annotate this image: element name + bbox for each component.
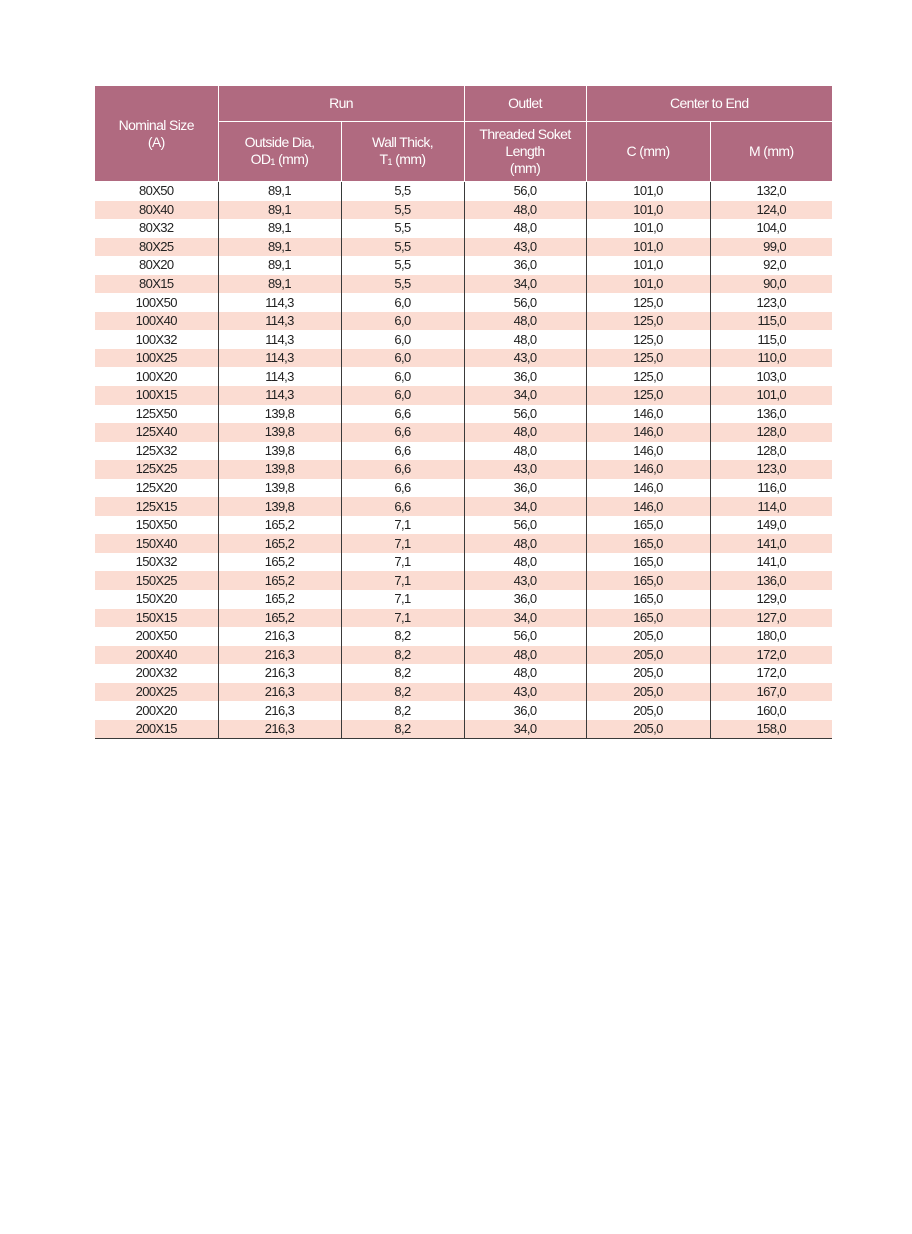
nominal-size-cell: 80X32	[95, 219, 218, 238]
outside-dia-cell: 114,3	[218, 312, 341, 331]
nominal-size-label: Nominal Size	[118, 116, 194, 133]
wall-thick-cell: 7,1	[341, 516, 464, 535]
c-mm-cell: 205,0	[586, 683, 710, 702]
outside-dia-cell: 165,2	[218, 609, 341, 628]
wall-thick-cell: 8,2	[341, 683, 464, 702]
wall-thick-cell: 6,0	[341, 312, 464, 331]
outside-dia-cell: 216,3	[218, 627, 341, 646]
outside-dia-cell: 165,2	[218, 516, 341, 535]
c-mm-cell: 146,0	[586, 442, 710, 461]
wall-thick-cell: 6,0	[341, 349, 464, 368]
wall-thick-cell: 6,0	[341, 330, 464, 349]
nominal-size-cell: 80X50	[95, 182, 218, 201]
nominal-size-cell: 150X50	[95, 516, 218, 535]
outside-dia-cell: 139,8	[218, 423, 341, 442]
outside-dia-cell: 165,2	[218, 534, 341, 553]
wall-thick-cell: 8,2	[341, 627, 464, 646]
table-header	[95, 86, 832, 182]
outside-dia-cell: 165,2	[218, 590, 341, 609]
table-row	[95, 238, 832, 257]
socket-length-cell: 56,0	[464, 627, 586, 646]
m-mm-cell: 180,0	[710, 627, 832, 646]
table-row	[95, 683, 832, 702]
socket-length-cell: 34,0	[464, 275, 586, 294]
wall-thick-cell: 5,5	[341, 219, 464, 238]
c-mm-cell: 205,0	[586, 627, 710, 646]
socket-length-cell: 48,0	[464, 442, 586, 461]
c-mm-cell: 101,0	[586, 201, 710, 220]
wall-thick-cell: 6,6	[341, 460, 464, 479]
nominal-size-cell: 200X32	[95, 664, 218, 683]
m-mm-cell: 129,0	[710, 590, 832, 609]
table-row	[95, 497, 832, 516]
m-mm-cell: 127,0	[710, 609, 832, 628]
nominal-size-cell: 80X40	[95, 201, 218, 220]
socket-line3: (mm)	[509, 160, 541, 176]
table-row	[95, 571, 832, 590]
c-mm-cell: 205,0	[586, 720, 710, 739]
c-mm-cell: 205,0	[586, 646, 710, 665]
m-mm-header: M (mm)	[710, 122, 832, 182]
nominal-size-cell: 200X50	[95, 627, 218, 646]
c-mm-cell: 205,0	[586, 701, 710, 720]
wall-thick-cell: 8,2	[341, 664, 464, 683]
table-row	[95, 201, 832, 220]
socket-length-cell: 56,0	[464, 405, 586, 424]
outside-dia-cell: 216,3	[218, 664, 341, 683]
nominal-size-cell: 100X50	[95, 293, 218, 312]
m-mm-cell: 141,0	[710, 553, 832, 572]
m-mm-cell: 101,0	[710, 386, 832, 405]
m-mm-cell: 116,0	[710, 479, 832, 498]
center-to-end-header: Center to End	[586, 86, 832, 122]
m-mm-cell: 167,0	[710, 683, 832, 702]
c-mm-cell: 165,0	[586, 609, 710, 628]
table-body	[95, 182, 832, 739]
wall-thick-t: T	[379, 150, 388, 167]
wall-thick-cell: 5,5	[341, 182, 464, 201]
m-mm-cell: 114,0	[710, 497, 832, 516]
table-row	[95, 553, 832, 572]
socket-length-cell: 56,0	[464, 182, 586, 201]
header-row-top	[95, 86, 832, 122]
outlet-header: Outlet	[464, 86, 586, 122]
socket-line2: Length	[505, 143, 545, 159]
m-mm-cell: 110,0	[710, 349, 832, 368]
outside-dia-cell: 89,1	[218, 219, 341, 238]
table-row	[95, 627, 832, 646]
nominal-size-cell: 100X40	[95, 312, 218, 331]
nominal-size-cell: 125X20	[95, 479, 218, 498]
nominal-size-cell: 125X32	[95, 442, 218, 461]
nominal-size-cell: 200X25	[95, 683, 218, 702]
dimension-table	[95, 86, 832, 739]
c-mm-cell: 101,0	[586, 219, 710, 238]
socket-length-cell: 48,0	[464, 534, 586, 553]
c-mm-cell: 125,0	[586, 312, 710, 331]
table-row	[95, 405, 832, 424]
m-mm-cell: 128,0	[710, 442, 832, 461]
c-mm-cell: 165,0	[586, 516, 710, 535]
wall-thick-header	[341, 122, 464, 182]
outside-dia-cell: 114,3	[218, 293, 341, 312]
m-mm-cell: 136,0	[710, 405, 832, 424]
socket-length-cell: 36,0	[464, 701, 586, 720]
socket-length-cell: 48,0	[464, 423, 586, 442]
m-mm-cell: 172,0	[710, 664, 832, 683]
m-mm-cell: 90,0	[710, 275, 832, 294]
table-row	[95, 590, 832, 609]
wall-thick-cell: 8,2	[341, 720, 464, 739]
outside-dia-cell: 114,3	[218, 330, 341, 349]
table-row	[95, 330, 832, 349]
wall-thick-cell: 6,0	[341, 367, 464, 386]
c-mm-cell: 125,0	[586, 349, 710, 368]
table-row	[95, 219, 832, 238]
wall-thick-subscript: 1	[387, 156, 392, 167]
wall-thick-cell: 6,6	[341, 423, 464, 442]
m-mm-cell: 172,0	[710, 646, 832, 665]
wall-thick-cell: 6,0	[341, 293, 464, 312]
outside-dia-od: OD	[250, 150, 271, 167]
table-row	[95, 701, 832, 720]
socket-length-cell: 43,0	[464, 571, 586, 590]
table-row	[95, 182, 832, 201]
table-row	[95, 423, 832, 442]
table-row	[95, 312, 832, 331]
c-mm-cell: 146,0	[586, 423, 710, 442]
socket-length-cell: 43,0	[464, 683, 586, 702]
wall-thick-cell: 7,1	[341, 534, 464, 553]
nominal-size-cell: 200X15	[95, 720, 218, 739]
c-mm-cell: 101,0	[586, 256, 710, 275]
c-mm-cell: 125,0	[586, 293, 710, 312]
table-row	[95, 293, 832, 312]
m-mm-cell: 115,0	[710, 312, 832, 331]
outside-dia-cell: 89,1	[218, 275, 341, 294]
nominal-size-cell: 200X40	[95, 646, 218, 665]
outside-dia-line1: Outside Dia,	[244, 133, 315, 150]
c-mm-cell: 165,0	[586, 534, 710, 553]
wall-thick-cell: 6,6	[341, 405, 464, 424]
nominal-size-cell: 150X40	[95, 534, 218, 553]
socket-length-cell: 34,0	[464, 609, 586, 628]
wall-thick-cell: 6,6	[341, 479, 464, 498]
socket-length-cell: 48,0	[464, 219, 586, 238]
nominal-size-cell: 150X25	[95, 571, 218, 590]
m-mm-cell: 92,0	[710, 256, 832, 275]
socket-length-cell: 36,0	[464, 479, 586, 498]
socket-length-cell: 48,0	[464, 664, 586, 683]
table-row	[95, 386, 832, 405]
c-mm-cell: 165,0	[586, 553, 710, 572]
outside-dia-cell: 216,3	[218, 683, 341, 702]
wall-thick-cell: 7,1	[341, 609, 464, 628]
socket-length-cell: 34,0	[464, 386, 586, 405]
outside-dia-cell: 165,2	[218, 571, 341, 590]
socket-length-cell: 43,0	[464, 238, 586, 257]
m-mm-cell: 124,0	[710, 201, 832, 220]
table-row	[95, 275, 832, 294]
wall-thick-cell: 6,6	[341, 442, 464, 461]
outside-dia-cell: 89,1	[218, 238, 341, 257]
c-mm-cell: 101,0	[586, 182, 710, 201]
nominal-size-cell: 150X20	[95, 590, 218, 609]
wall-thick-unit: (mm)	[391, 150, 426, 167]
m-mm-cell: 104,0	[710, 219, 832, 238]
wall-thick-cell: 6,6	[341, 497, 464, 516]
outside-dia-cell: 89,1	[218, 256, 341, 275]
outside-dia-cell: 114,3	[218, 367, 341, 386]
socket-length-cell: 34,0	[464, 720, 586, 739]
outside-dia-cell: 216,3	[218, 646, 341, 665]
outside-dia-cell: 114,3	[218, 386, 341, 405]
nominal-size-cell: 125X40	[95, 423, 218, 442]
c-mm-cell: 101,0	[586, 275, 710, 294]
socket-length-cell: 36,0	[464, 367, 586, 386]
table-row	[95, 442, 832, 461]
socket-length-cell: 48,0	[464, 553, 586, 572]
nominal-size-unit: (A)	[147, 133, 165, 150]
outside-dia-cell: 165,2	[218, 553, 341, 572]
socket-length-cell: 48,0	[464, 312, 586, 331]
c-mm-cell: 165,0	[586, 571, 710, 590]
outside-dia-cell: 139,8	[218, 442, 341, 461]
m-mm-cell: 136,0	[710, 571, 832, 590]
table-row	[95, 609, 832, 628]
socket-length-cell: 48,0	[464, 330, 586, 349]
c-mm-cell: 146,0	[586, 405, 710, 424]
table-row	[95, 479, 832, 498]
outside-dia-cell: 139,8	[218, 460, 341, 479]
table-row	[95, 534, 832, 553]
table-row	[95, 349, 832, 368]
table-row	[95, 664, 832, 683]
wall-thick-cell: 7,1	[341, 553, 464, 572]
m-mm-cell: 115,0	[710, 330, 832, 349]
c-mm-cell: 125,0	[586, 330, 710, 349]
outside-dia-cell: 139,8	[218, 479, 341, 498]
outside-dia-cell: 216,3	[218, 720, 341, 739]
table-row	[95, 646, 832, 665]
nominal-size-cell: 200X20	[95, 701, 218, 720]
run-header: Run	[218, 86, 464, 122]
c-mm-cell: 165,0	[586, 590, 710, 609]
outside-dia-unit: (mm)	[274, 150, 309, 167]
c-mm-cell: 101,0	[586, 238, 710, 257]
m-mm-cell: 128,0	[710, 423, 832, 442]
outside-dia-cell: 139,8	[218, 497, 341, 516]
outside-dia-cell: 139,8	[218, 405, 341, 424]
table-row	[95, 256, 832, 275]
nominal-size-cell: 150X15	[95, 609, 218, 628]
socket-length-header	[464, 122, 586, 182]
socket-length-cell: 43,0	[464, 349, 586, 368]
wall-thick-cell: 7,1	[341, 590, 464, 609]
m-mm-cell: 123,0	[710, 460, 832, 479]
socket-length-cell: 56,0	[464, 516, 586, 535]
socket-length-cell: 36,0	[464, 256, 586, 275]
outside-dia-subscript: 1	[270, 156, 275, 167]
table-row	[95, 367, 832, 386]
socket-line1: Threaded Soket	[479, 126, 571, 142]
wall-thick-cell: 5,5	[341, 201, 464, 220]
nominal-size-cell: 80X20	[95, 256, 218, 275]
wall-thick-cell: 5,5	[341, 256, 464, 275]
c-mm-cell: 205,0	[586, 664, 710, 683]
m-mm-cell: 149,0	[710, 516, 832, 535]
c-mm-cell: 146,0	[586, 497, 710, 516]
socket-length-cell: 43,0	[464, 460, 586, 479]
socket-length-cell: 56,0	[464, 293, 586, 312]
socket-length-cell: 48,0	[464, 201, 586, 220]
table-row	[95, 720, 832, 739]
m-mm-cell: 141,0	[710, 534, 832, 553]
nominal-size-cell: 100X15	[95, 386, 218, 405]
nominal-size-cell: 150X32	[95, 553, 218, 572]
outside-dia-cell: 89,1	[218, 201, 341, 220]
outside-dia-cell: 114,3	[218, 349, 341, 368]
nominal-size-cell: 125X15	[95, 497, 218, 516]
m-mm-cell: 103,0	[710, 367, 832, 386]
outside-dia-cell: 89,1	[218, 182, 341, 201]
table-row	[95, 460, 832, 479]
m-mm-cell: 123,0	[710, 293, 832, 312]
wall-thick-cell: 8,2	[341, 646, 464, 665]
c-mm-cell: 146,0	[586, 479, 710, 498]
nominal-size-cell: 80X25	[95, 238, 218, 257]
c-mm-header: C (mm)	[586, 122, 710, 182]
outside-dia-header	[218, 122, 341, 182]
m-mm-cell: 132,0	[710, 182, 832, 201]
nominal-size-cell: 80X15	[95, 275, 218, 294]
table-row	[95, 516, 832, 535]
nominal-size-cell: 125X25	[95, 460, 218, 479]
m-mm-cell: 160,0	[710, 701, 832, 720]
nominal-size-cell: 100X32	[95, 330, 218, 349]
wall-thick-line1: Wall Thick,	[371, 133, 434, 150]
nominal-size-cell: 100X25	[95, 349, 218, 368]
nominal-size-cell: 125X50	[95, 405, 218, 424]
nominal-size-header	[95, 86, 218, 182]
outside-dia-cell: 216,3	[218, 701, 341, 720]
wall-thick-cell: 7,1	[341, 571, 464, 590]
wall-thick-cell: 5,5	[341, 238, 464, 257]
c-mm-cell: 125,0	[586, 386, 710, 405]
nominal-size-cell: 100X20	[95, 367, 218, 386]
c-mm-cell: 125,0	[586, 367, 710, 386]
wall-thick-cell: 6,0	[341, 386, 464, 405]
m-mm-cell: 158,0	[710, 720, 832, 739]
m-mm-cell: 99,0	[710, 238, 832, 257]
socket-length-cell: 34,0	[464, 497, 586, 516]
socket-length-cell: 36,0	[464, 590, 586, 609]
wall-thick-cell: 8,2	[341, 701, 464, 720]
wall-thick-cell: 5,5	[341, 275, 464, 294]
c-mm-cell: 146,0	[586, 460, 710, 479]
socket-length-cell: 48,0	[464, 646, 586, 665]
